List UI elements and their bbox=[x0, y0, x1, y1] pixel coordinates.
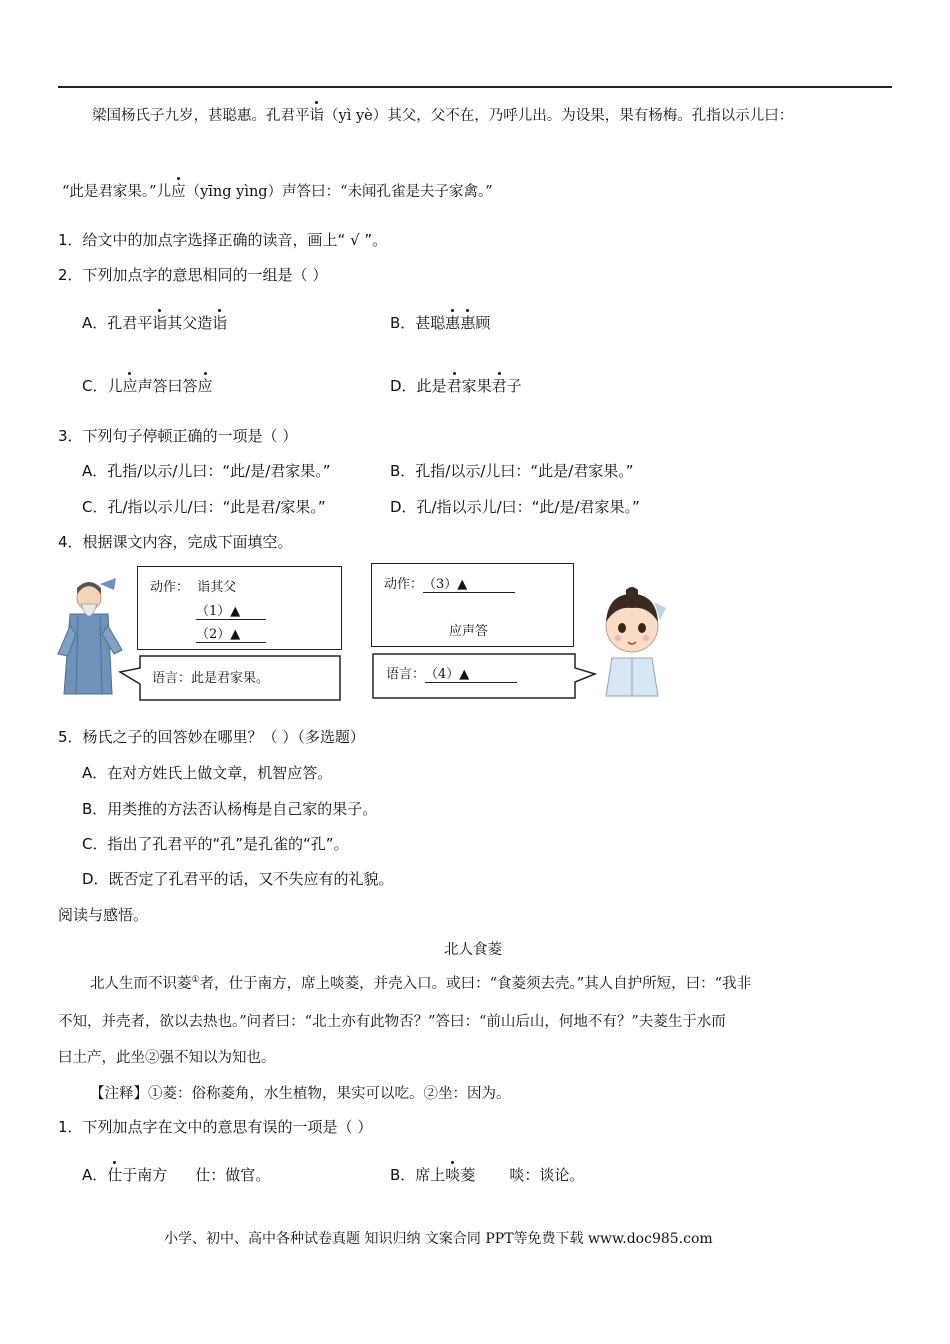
q3-option-a[interactable]: A．孔指/以示/儿曰：“此/是/君家果。” bbox=[82, 462, 331, 480]
question-1: 1．给文中的加点字选择正确的读音，画上“ √ ”。 bbox=[58, 231, 388, 249]
s2q1-option-b[interactable]: B．席上啖菱 啖：谈论。 bbox=[390, 1166, 585, 1184]
s2q1-option-a[interactable]: A．仕于南方 仕：做官。 bbox=[82, 1166, 271, 1184]
blank-3[interactable]: （3）▲ bbox=[423, 573, 515, 593]
blank-4[interactable]: （4）▲ bbox=[425, 663, 517, 683]
q5-option-a[interactable]: A．在对方姓氏上做文章，机智应答。 bbox=[82, 764, 333, 782]
dotted-char: 诣 bbox=[310, 104, 325, 125]
passage1-line2: “此是君家果。”儿应（yīng yìng）声答曰：“未闻孔雀是夫子家禽。” bbox=[62, 180, 493, 201]
q5-option-b[interactable]: B．用类推的方法否认杨梅是自己家的果子。 bbox=[82, 800, 378, 818]
q3-option-d[interactable]: D．孔/指以示儿/曰：“此/是/君家果。” bbox=[390, 498, 640, 516]
q2-option-a[interactable]: A．孔君平诣其父造诣 bbox=[82, 314, 228, 332]
footer-text: 小学、初中、高中各种试卷真题 知识归纳 文案合同 PPT等免费下载 www.doc985.com bbox=[164, 1231, 713, 1247]
dotted-char: 应 bbox=[171, 180, 186, 201]
boy-illustration bbox=[598, 586, 670, 698]
q5-option-d[interactable]: D．既否定了孔君平的话，又不失应有的礼貌。 bbox=[82, 870, 394, 888]
passage2-line2: 不知，并壳者，欲以去热也。”问者曰：“北土亦有此物否？”答曰：“前山后山，何地不有？”夫菱生于水而 bbox=[58, 1014, 726, 1030]
question-5: 5．杨氏之子的回答妙在哪里？（ ）（多选题） bbox=[58, 728, 365, 746]
q2-option-c[interactable]: C．儿应声答曰答应 bbox=[82, 377, 213, 395]
passage2-line3: 曰土产，此坐②强不知以为知也。 bbox=[58, 1050, 276, 1066]
passage2-title: 北人食菱 bbox=[444, 942, 502, 958]
passage2-line1: 北人生而不识菱①者，仕于南方，席上啖菱，并壳入口。或曰：“食菱须去壳。”其人自护所短，曰：“我非 bbox=[90, 975, 752, 992]
section-heading: 阅读与感悟。 bbox=[58, 906, 149, 924]
left-action-text: 动作： 诣其父 bbox=[150, 580, 237, 595]
q3-option-b[interactable]: B．孔指/以示/儿曰：“此是/君家果。” bbox=[390, 462, 634, 480]
header-rule bbox=[58, 86, 892, 88]
blank-2[interactable]: （2）▲ bbox=[196, 623, 266, 643]
right-action-text: 动作：（3）▲ bbox=[384, 573, 515, 593]
q5-option-c[interactable]: C．指出了孔君平的“孔”是孔雀的“孔”。 bbox=[82, 835, 349, 853]
right-answer-text: 应声答 bbox=[449, 624, 489, 639]
s2-question-1: 1．下列加点字在文中的意思有误的一项是（ ） bbox=[58, 1118, 373, 1136]
question-3: 3．下列句子停顿正确的一项是（ ） bbox=[58, 427, 298, 445]
passage2-note: 【注释】①菱：俗称菱角，水生植物，果实可以吃。②坐：因为。 bbox=[90, 1086, 511, 1102]
q2-option-b[interactable]: B．甚聪惠惠顾 bbox=[390, 314, 491, 332]
blank-1[interactable]: （1）▲ bbox=[196, 600, 266, 620]
left-speech-text: 语言：此是君家果。 bbox=[152, 671, 270, 686]
right-speech-text: 语言：（4）▲ bbox=[386, 663, 517, 683]
question-2: 2．下列加点字的意思相同的一组是（ ） bbox=[58, 266, 328, 284]
q3-option-c[interactable]: C．孔/指以示儿/曰：“此是君/家果。” bbox=[82, 498, 326, 516]
question-4: 4．根据课文内容，完成下面填空。 bbox=[58, 533, 293, 551]
passage1-line1: 梁国杨氏子九岁，甚聪惠。孔君平诣（yì yè）其父，父不在，乃呼儿出。为设果，果有杨梅。孔指以示儿曰： bbox=[92, 104, 793, 125]
q2-option-d[interactable]: D．此是君家果君子 bbox=[390, 377, 522, 395]
